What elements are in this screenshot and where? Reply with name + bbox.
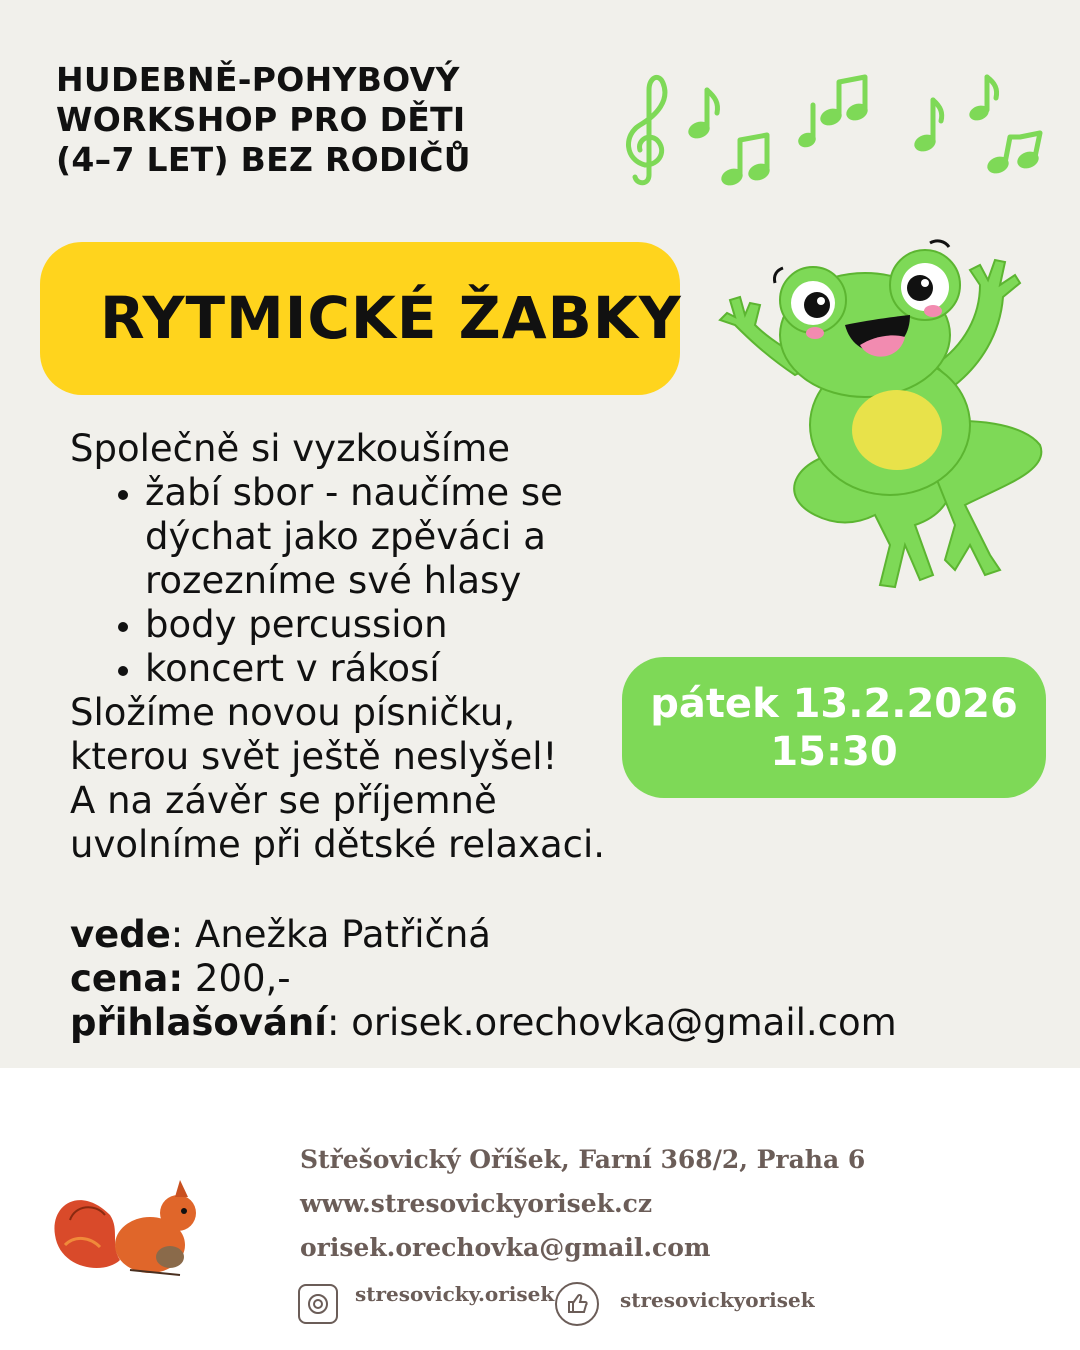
leader-value: : Anežka Patřičná <box>170 913 491 956</box>
list-item <box>145 647 690 691</box>
price-label: cena: <box>70 957 184 1000</box>
footer-contacts <box>300 1138 1000 1270</box>
bullet-line: • koncert v rákosí <box>145 647 440 690</box>
outro-line: kterou svět ještě neslyšel! <box>70 735 558 778</box>
bullet-line: rozezníme své hlasy <box>145 559 522 602</box>
leader-row <box>70 913 970 957</box>
price-row <box>70 957 970 1001</box>
outro-line: uvolníme při dětské relaxaci. <box>70 823 606 866</box>
description <box>70 427 690 867</box>
list-item <box>145 603 690 647</box>
workshop-title: RYTMICKÉ ŽABKY <box>100 284 682 352</box>
headline-line: WORKSHOP PRO DĚTI <box>56 100 466 139</box>
squirrel-logo <box>50 1175 210 1285</box>
website-link[interactable]: www.stresovickyorisek.cz <box>300 1189 653 1218</box>
frog-illustration <box>705 225 1055 615</box>
intro-text: Společně si vyzkoušíme <box>70 427 511 470</box>
event-date: pátek 13.2.2026 <box>650 680 1018 727</box>
outro-line: Složíme novou písničku, <box>70 691 516 734</box>
event-date-badge <box>622 657 1046 798</box>
activity-list <box>70 471 690 691</box>
registration-value[interactable]: : orisek.orechovka@gmail.com <box>326 1001 897 1044</box>
event-time: 15:30 <box>770 728 898 775</box>
address: Střešovický Oříšek, Farní 368/2, Praha 6 <box>300 1145 866 1174</box>
music-notes-icon <box>615 65 1055 195</box>
registration-label: přihlašování <box>70 1001 327 1044</box>
leader-label: vede <box>70 913 171 956</box>
instagram-handle[interactable]: stresovicky.orisek <box>355 1282 555 1306</box>
event-details <box>70 913 970 1045</box>
bullet-line: • body percussion <box>145 603 448 646</box>
outro-line: A na závěr se příjemně <box>70 779 497 822</box>
headline-line: (4–7 LET) BEZ RODIČŮ <box>56 140 471 179</box>
facebook-handle[interactable]: stresovickyorisek <box>620 1288 815 1312</box>
headline-line: HUDEBNĚ-POHYBOVÝ <box>56 60 460 99</box>
price-value: 200,- <box>183 957 291 1000</box>
email-link[interactable]: orisek.orechovka@gmail.com <box>300 1233 711 1262</box>
workshop-headline <box>56 60 576 180</box>
list-item <box>145 471 690 603</box>
bullet-line: dýchat jako zpěváci a <box>145 515 546 558</box>
bullet-line: • žabí sbor - naučíme se <box>145 471 563 514</box>
facebook-like-icon[interactable] <box>555 1282 599 1326</box>
registration-row <box>70 1001 970 1045</box>
instagram-icon[interactable] <box>298 1284 338 1324</box>
